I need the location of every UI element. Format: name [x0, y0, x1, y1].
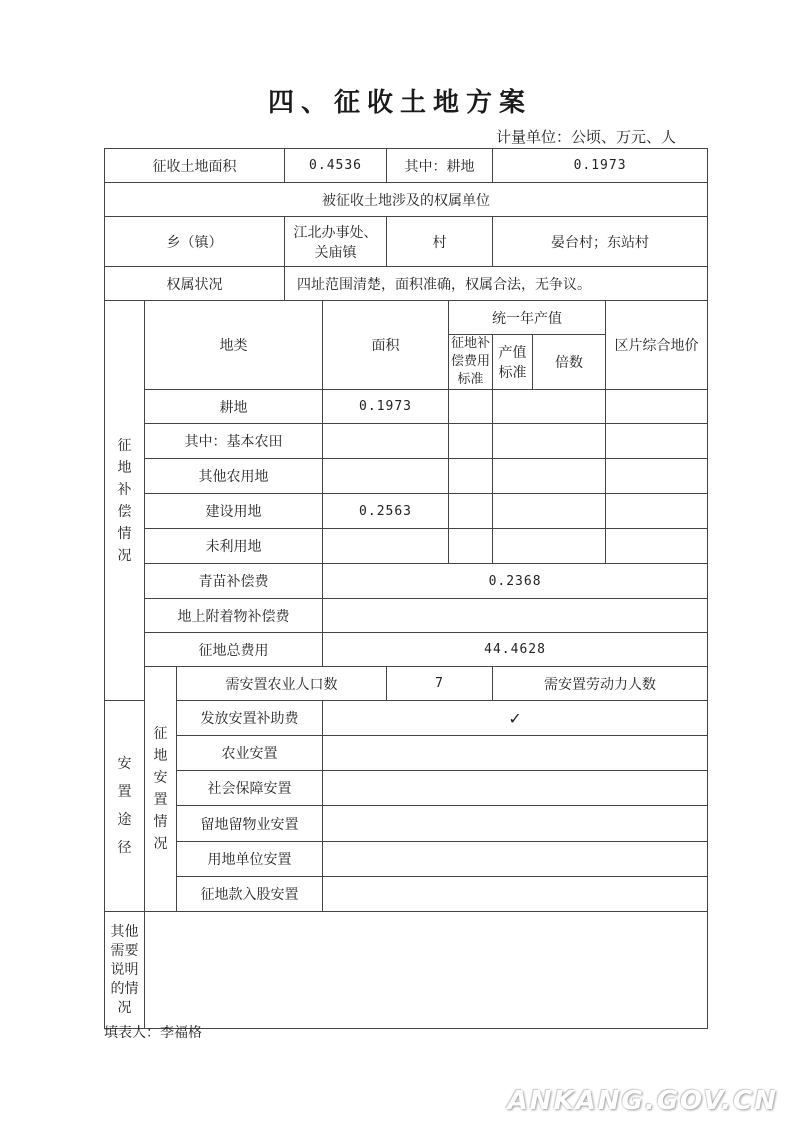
output-cell — [493, 459, 606, 494]
site-watermark: ANKANG.GOV.CN — [507, 1086, 778, 1116]
method-check — [323, 736, 708, 771]
total-cost-label: 征地总费用 — [145, 633, 323, 667]
labor-count-label: 需安置劳动力人数 — [493, 667, 708, 701]
output-cell — [493, 424, 606, 459]
ownership-status-value: 四址范围清楚，面积准确，权属合法，无争议。 — [285, 267, 708, 301]
table-row — [105, 529, 708, 564]
method-check — [323, 877, 708, 912]
method-label: 社会保障安置 — [177, 771, 323, 806]
resettlement-method-label: 安 置 途 径 — [105, 701, 145, 912]
land-type-cell: 其中：基本农田 — [145, 424, 323, 459]
standard-cell — [449, 390, 493, 424]
land-type-cell: 未利用地 — [145, 529, 323, 564]
standard-cell — [449, 494, 493, 529]
area-cell: 0.2563 — [323, 494, 449, 529]
ownership-units-label: 被征收土地涉及的权属单位 — [105, 183, 708, 217]
town-value: 江北办事处、关庙镇 — [285, 217, 387, 267]
method-label: 留地留物业安置 — [177, 806, 323, 842]
method-label: 征地款入股安置 — [177, 877, 323, 912]
agri-population-value: 7 — [387, 667, 493, 701]
land-type-cell: 耕地 — [145, 390, 323, 424]
measurement-unit: 计量单位：公顷、万元、人 — [495, 128, 676, 146]
area-value: 0.4536 — [285, 149, 387, 183]
method-label: 农业安置 — [177, 736, 323, 771]
standard-cell — [449, 459, 493, 494]
agri-population-label: 需安置农业人口数 — [177, 667, 387, 701]
method-check — [323, 806, 708, 842]
attachments-compensation-label: 地上附着物补偿费 — [145, 599, 323, 633]
area-cell: 0.1973 — [323, 390, 449, 424]
town-label: 乡（镇） — [105, 217, 285, 267]
form-filler: 填表人：李福格 — [104, 1025, 202, 1041]
method-label: 发放安置补助费 — [177, 701, 323, 736]
table-row — [105, 494, 708, 529]
output-cell — [493, 390, 606, 424]
area-label: 征收土地面积 — [105, 149, 285, 183]
multiple-cell — [606, 529, 708, 564]
output-cell — [493, 529, 606, 564]
col-zone-price: 区片综合地价 — [606, 301, 708, 390]
output-cell — [493, 494, 606, 529]
multiple-cell — [606, 494, 708, 529]
col-output: 产值标准 — [493, 335, 533, 390]
method-check — [323, 842, 708, 877]
method-check — [323, 771, 708, 806]
other-notes-label: 其他 需要 说明 的情 况 — [105, 912, 145, 1029]
crops-compensation-value: 0.2368 — [323, 564, 708, 599]
resettlement-section-label: 征 地 安 置 情 况 — [145, 667, 177, 912]
area-cell — [323, 424, 449, 459]
standard-cell — [449, 529, 493, 564]
multiple-cell — [606, 390, 708, 424]
col-area: 面积 — [323, 301, 449, 390]
village-value: 晏台村；东站村 — [493, 217, 708, 267]
table-row — [105, 390, 708, 424]
multiple-cell — [606, 424, 708, 459]
compensation-section-label: 征 地 补 偿 情 况 — [105, 301, 145, 701]
land-type-cell: 其他农用地 — [145, 459, 323, 494]
col-land-type: 地类 — [145, 301, 323, 390]
col-multiple: 倍数 — [533, 335, 606, 390]
method-check: ✓ — [323, 701, 708, 736]
crops-compensation-label: 青苗补偿费 — [145, 564, 323, 599]
standard-cell — [449, 424, 493, 459]
col-unified-output: 统一年产值 — [449, 301, 606, 335]
attachments-compensation-value — [323, 599, 708, 633]
area-cell — [323, 459, 449, 494]
multiple-cell — [606, 459, 708, 494]
form-title: 四、征收土地方案 — [267, 88, 532, 118]
table-row — [105, 459, 708, 494]
arable-label: 其中：耕地 — [387, 149, 493, 183]
arable-value: 0.1973 — [493, 149, 708, 183]
area-cell — [323, 529, 449, 564]
total-cost-value: 44.4628 — [323, 633, 708, 667]
other-notes-value — [145, 912, 708, 1029]
method-label: 用地单位安置 — [177, 842, 323, 877]
table-row — [105, 424, 708, 459]
village-label: 村 — [387, 217, 493, 267]
col-standard: 征地补偿费用标准 — [449, 335, 493, 390]
ownership-status-label: 权属状况 — [105, 267, 285, 301]
land-requisition-table — [104, 148, 708, 1029]
land-type-cell: 建设用地 — [145, 494, 323, 529]
